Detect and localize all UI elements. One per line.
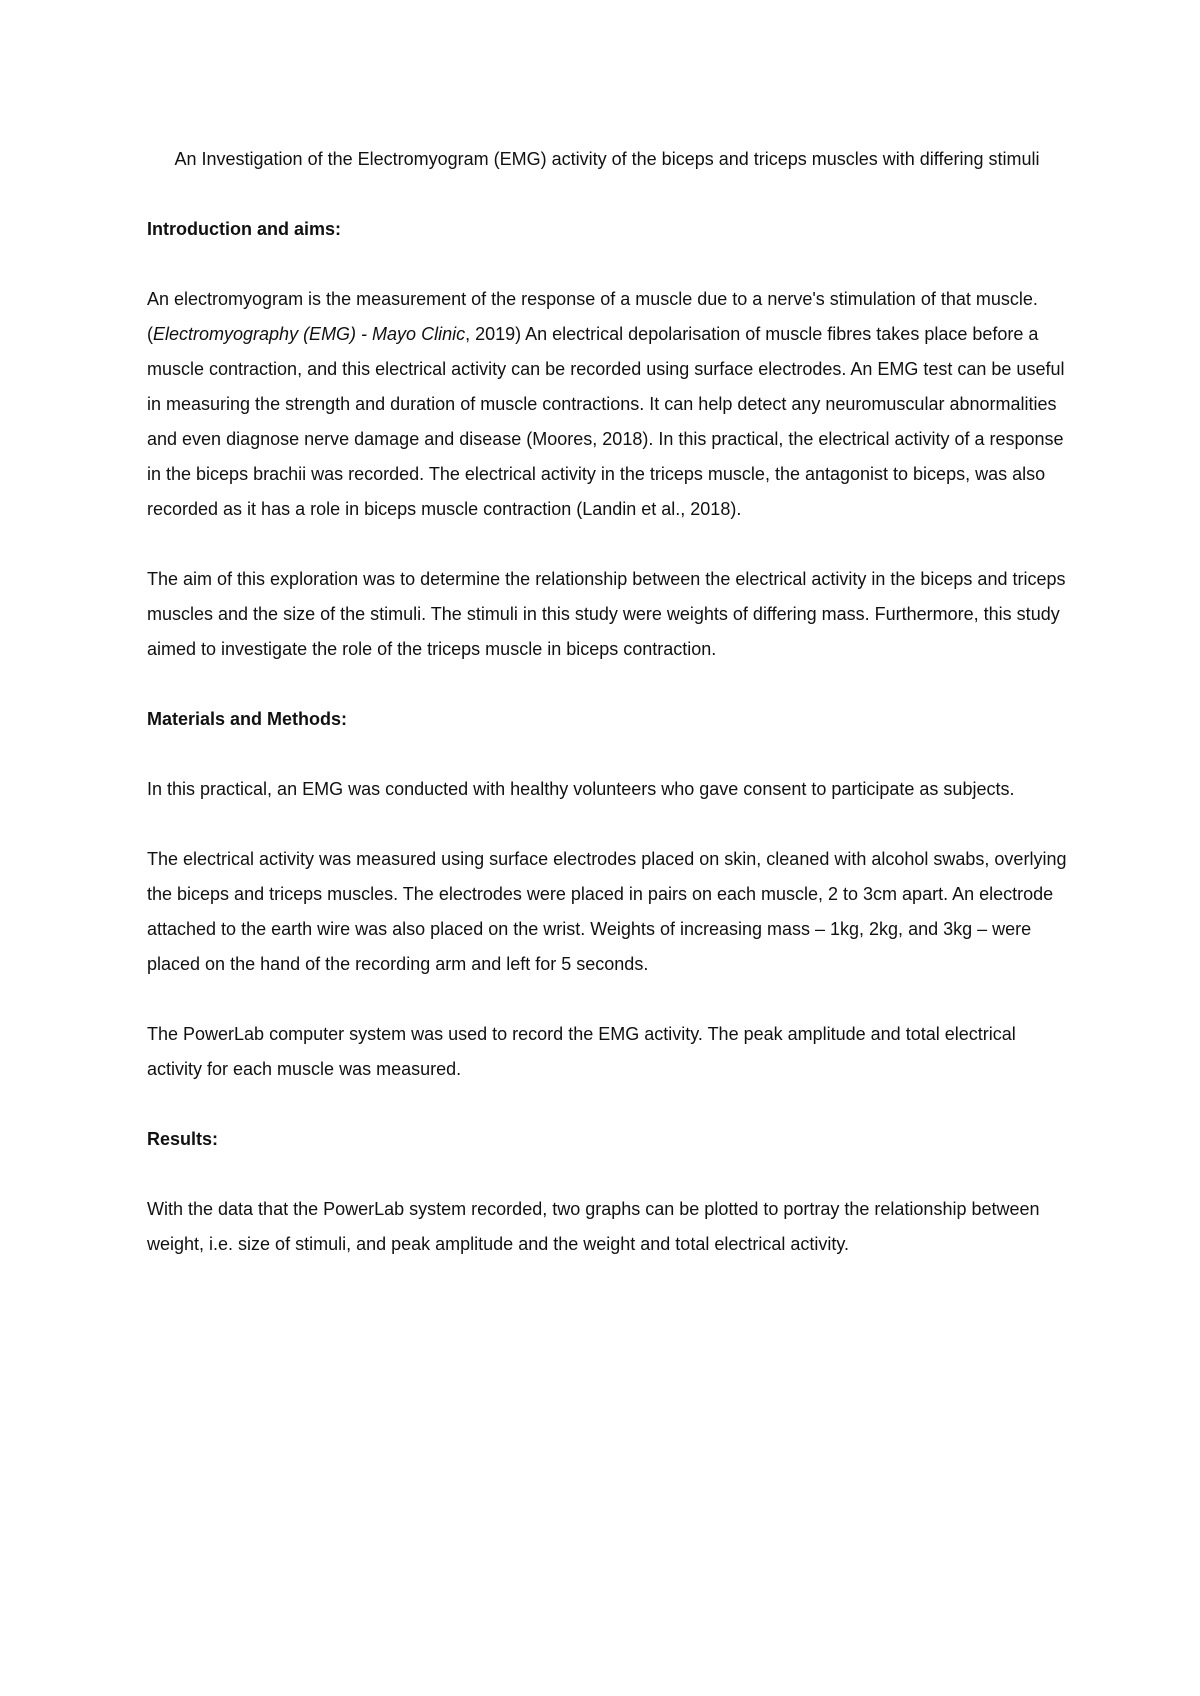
document-page (147, 142, 1067, 1297)
intro-p1-citation: Electromyography (EMG) - Mayo Clinic (153, 324, 466, 344)
methods-paragraph-3: The PowerLab computer system was used to record the EMG activity. The peak amplitude and total electrical activity for each muscle was measured. (147, 1024, 1016, 1079)
methods-paragraph-2: The electrical activity was measured using surface electrodes placed on skin, cleaned with alcohol swabs, overlying the biceps and triceps muscles. The electrodes were placed in pairs on each muscle, 2 to 3cm apart. An electrode attached to the earth wire was also placed on the wrist. Weights of increasing mass – 1kg, 2kg, and 3kg – were placed on the hand of the recording arm and left for 5 seconds. (147, 849, 1067, 974)
intro-paragraph-1 (147, 282, 1067, 527)
heading-methods: Materials and Methods: (147, 709, 348, 729)
methods-paragraph-1: In this practical, an EMG was conducted with healthy volunteers who gave consent to participate as subjects. (147, 779, 1015, 799)
intro-p1-text-after: , 2019) An electrical depolarisation of muscle fibres takes place before a muscle contraction, and this electrical activity can be recorded using surface electrodes. An EMG test can be useful in measuring the strength and duration of muscle contractions. It can help detect any neuromuscular abnormalities and even diagnose nerve damage and disease (Moores, 2018). In this practical, the electrical activity of a response in the biceps brachii was recorded. The electrical activity in the triceps muscle, the antagonist to biceps, was also recorded as it has a role in biceps muscle contraction (Landin et al., 2018). (147, 324, 1065, 519)
heading-results: Results: (147, 1129, 219, 1149)
heading-introduction: Introduction and aims: (147, 219, 342, 239)
intro-paragraph-2: The aim of this exploration was to determine the relationship between the electrical activity in the biceps and triceps muscles and the size of the stimuli. The stimuli in this study were weights of differing mass. Furthermore, this study aimed to investigate the role of the triceps muscle in biceps contraction. (147, 569, 1066, 659)
document-title: An Investigation of the Electromyogram (EMG) activity of the biceps and triceps muscles with differing stimuli (174, 149, 1040, 169)
intro-p1-text-before: An electromyogram is the measurement of the response of a muscle due to a nerve's stimulation of that muscle. ( (147, 289, 1038, 344)
results-paragraph-1: With the data that the PowerLab system recorded, two graphs can be plotted to portray the relationship between weight, i.e. size of stimuli, and peak amplitude and the weight and total electrical activity. (147, 1199, 1040, 1254)
